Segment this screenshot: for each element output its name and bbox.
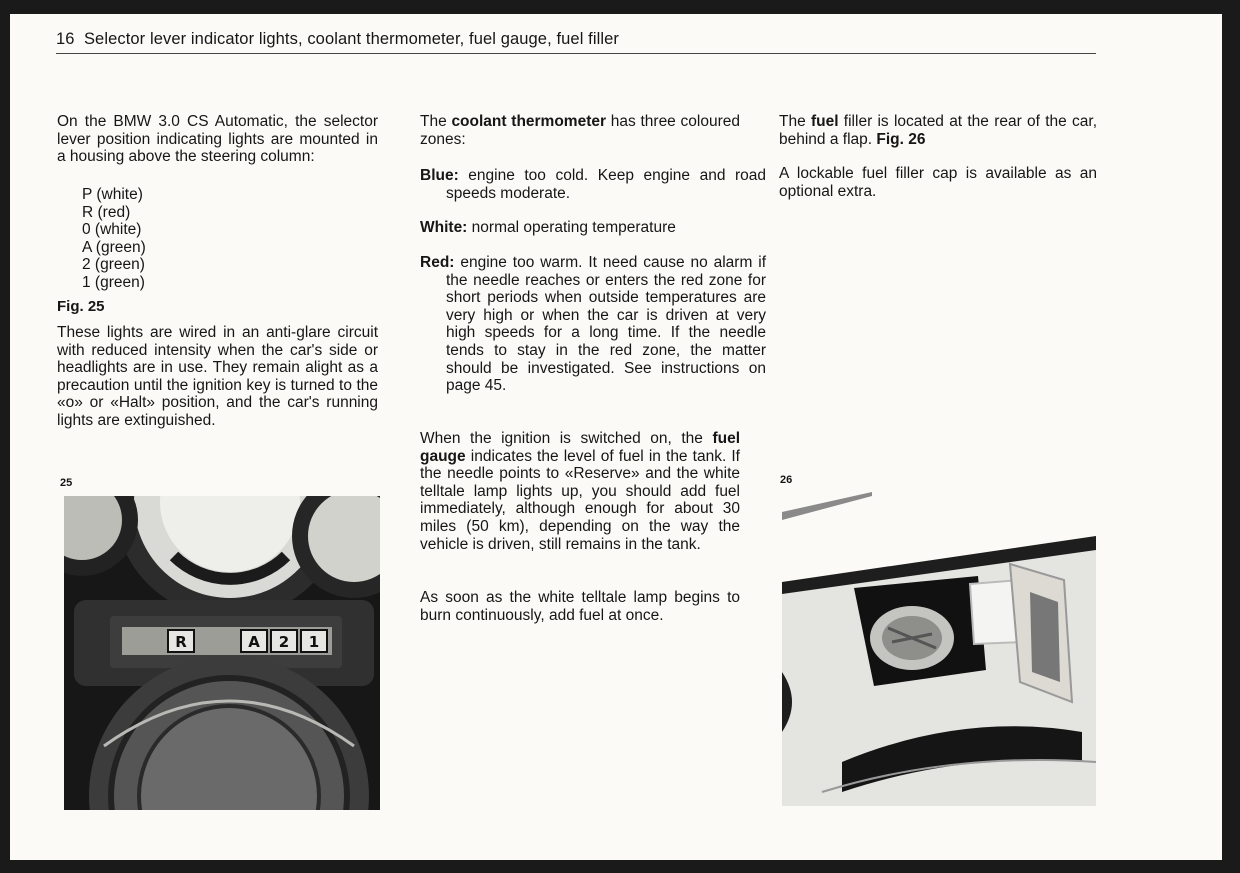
fuel-term: fuel [810, 113, 839, 130]
list-item: 2 (green) [82, 256, 145, 274]
page-header [56, 30, 619, 49]
selector-position-list [82, 186, 146, 292]
list-item: A (green) [82, 238, 146, 256]
fig-26-reference: Fig. 26 [876, 130, 926, 148]
lockable-cap-paragraph: A lockable fuel filler cap is available as an optional extra. [779, 165, 1097, 200]
figure-26-number: 26 [780, 474, 793, 486]
zone-white: White: normal operating temperature [420, 219, 676, 236]
zone-blue: Blue: engine too cold. Keep engine and road speeds moderate. [420, 167, 766, 202]
fig-25-reference: Fig. 25 [57, 298, 105, 315]
zone-white-label: White: [420, 219, 468, 236]
list-item: 1 (green) [82, 273, 145, 291]
indicator-letter: 1 [308, 633, 320, 651]
selector-intro: On the BMW 3.0 CS Automatic, the selector lever position indicating lights are mounted in a housing above the steering column: [57, 113, 378, 166]
zone-red-label: Red: [420, 254, 455, 271]
page-number: 16 [56, 30, 75, 48]
indicator-letter: R [175, 633, 187, 651]
coolant-intro: The coolant thermometer has three coloured zones: [420, 113, 740, 148]
header-rule [56, 53, 1096, 54]
figure-25-number: 25 [60, 477, 73, 489]
fuel-filler-paragraph: The fuel filler is located at the rear of the car, behind a flap. Fig. 26 [779, 113, 1097, 148]
list-item: R (red) [82, 203, 131, 221]
page-title: Selector lever indicator lights, coolant thermometer, fuel gauge, fuel filler [83, 30, 619, 48]
zone-red: Red: engine too warm. It need cause no alarm if the needle reaches or enters the red zone for short periods when outside temperatures are very high or when the car is driven at very high speeds for a long time. If the needle tends to stay in the red zone, the matter should be investigated. See instructions on page 45. [420, 254, 766, 395]
coolant-thermometer-term: coolant thermometer [451, 113, 607, 130]
anti-glare-paragraph: These lights are wired in an anti-glare circuit with reduced intensity when the car's side or headlights are in use. They remain alight as a precaution until the ignition key is turned to the «o» or «Halt» position, and the car's running lights are extinguished. [57, 324, 378, 429]
fuel-gauge-paragraph: When the ignition is switched on, the fuel gauge indicates the level of fuel in the tank. If the needle points to «Reserve» and the white telltale lamp lights up, you should add fuel immediately, although enough for about 30 miles (50 km), depending on the way the vehicle is driven, still remains in the tank. [420, 430, 740, 553]
figure-25-selector-lights-photo [64, 496, 380, 810]
list-item: 0 (white) [82, 221, 142, 239]
indicator-letter: A [248, 633, 260, 651]
zone-blue-label: Blue: [420, 167, 459, 184]
fuel-gauge-term: fuel gauge [420, 430, 740, 465]
figure-26-fuel-filler-photo [782, 492, 1096, 806]
indicator-letter: 2 [278, 633, 290, 651]
list-item: P (white) [82, 186, 143, 203]
telltale-paragraph: As soon as the white telltale lamp begins to burn continuously, add fuel at once. [420, 589, 740, 624]
